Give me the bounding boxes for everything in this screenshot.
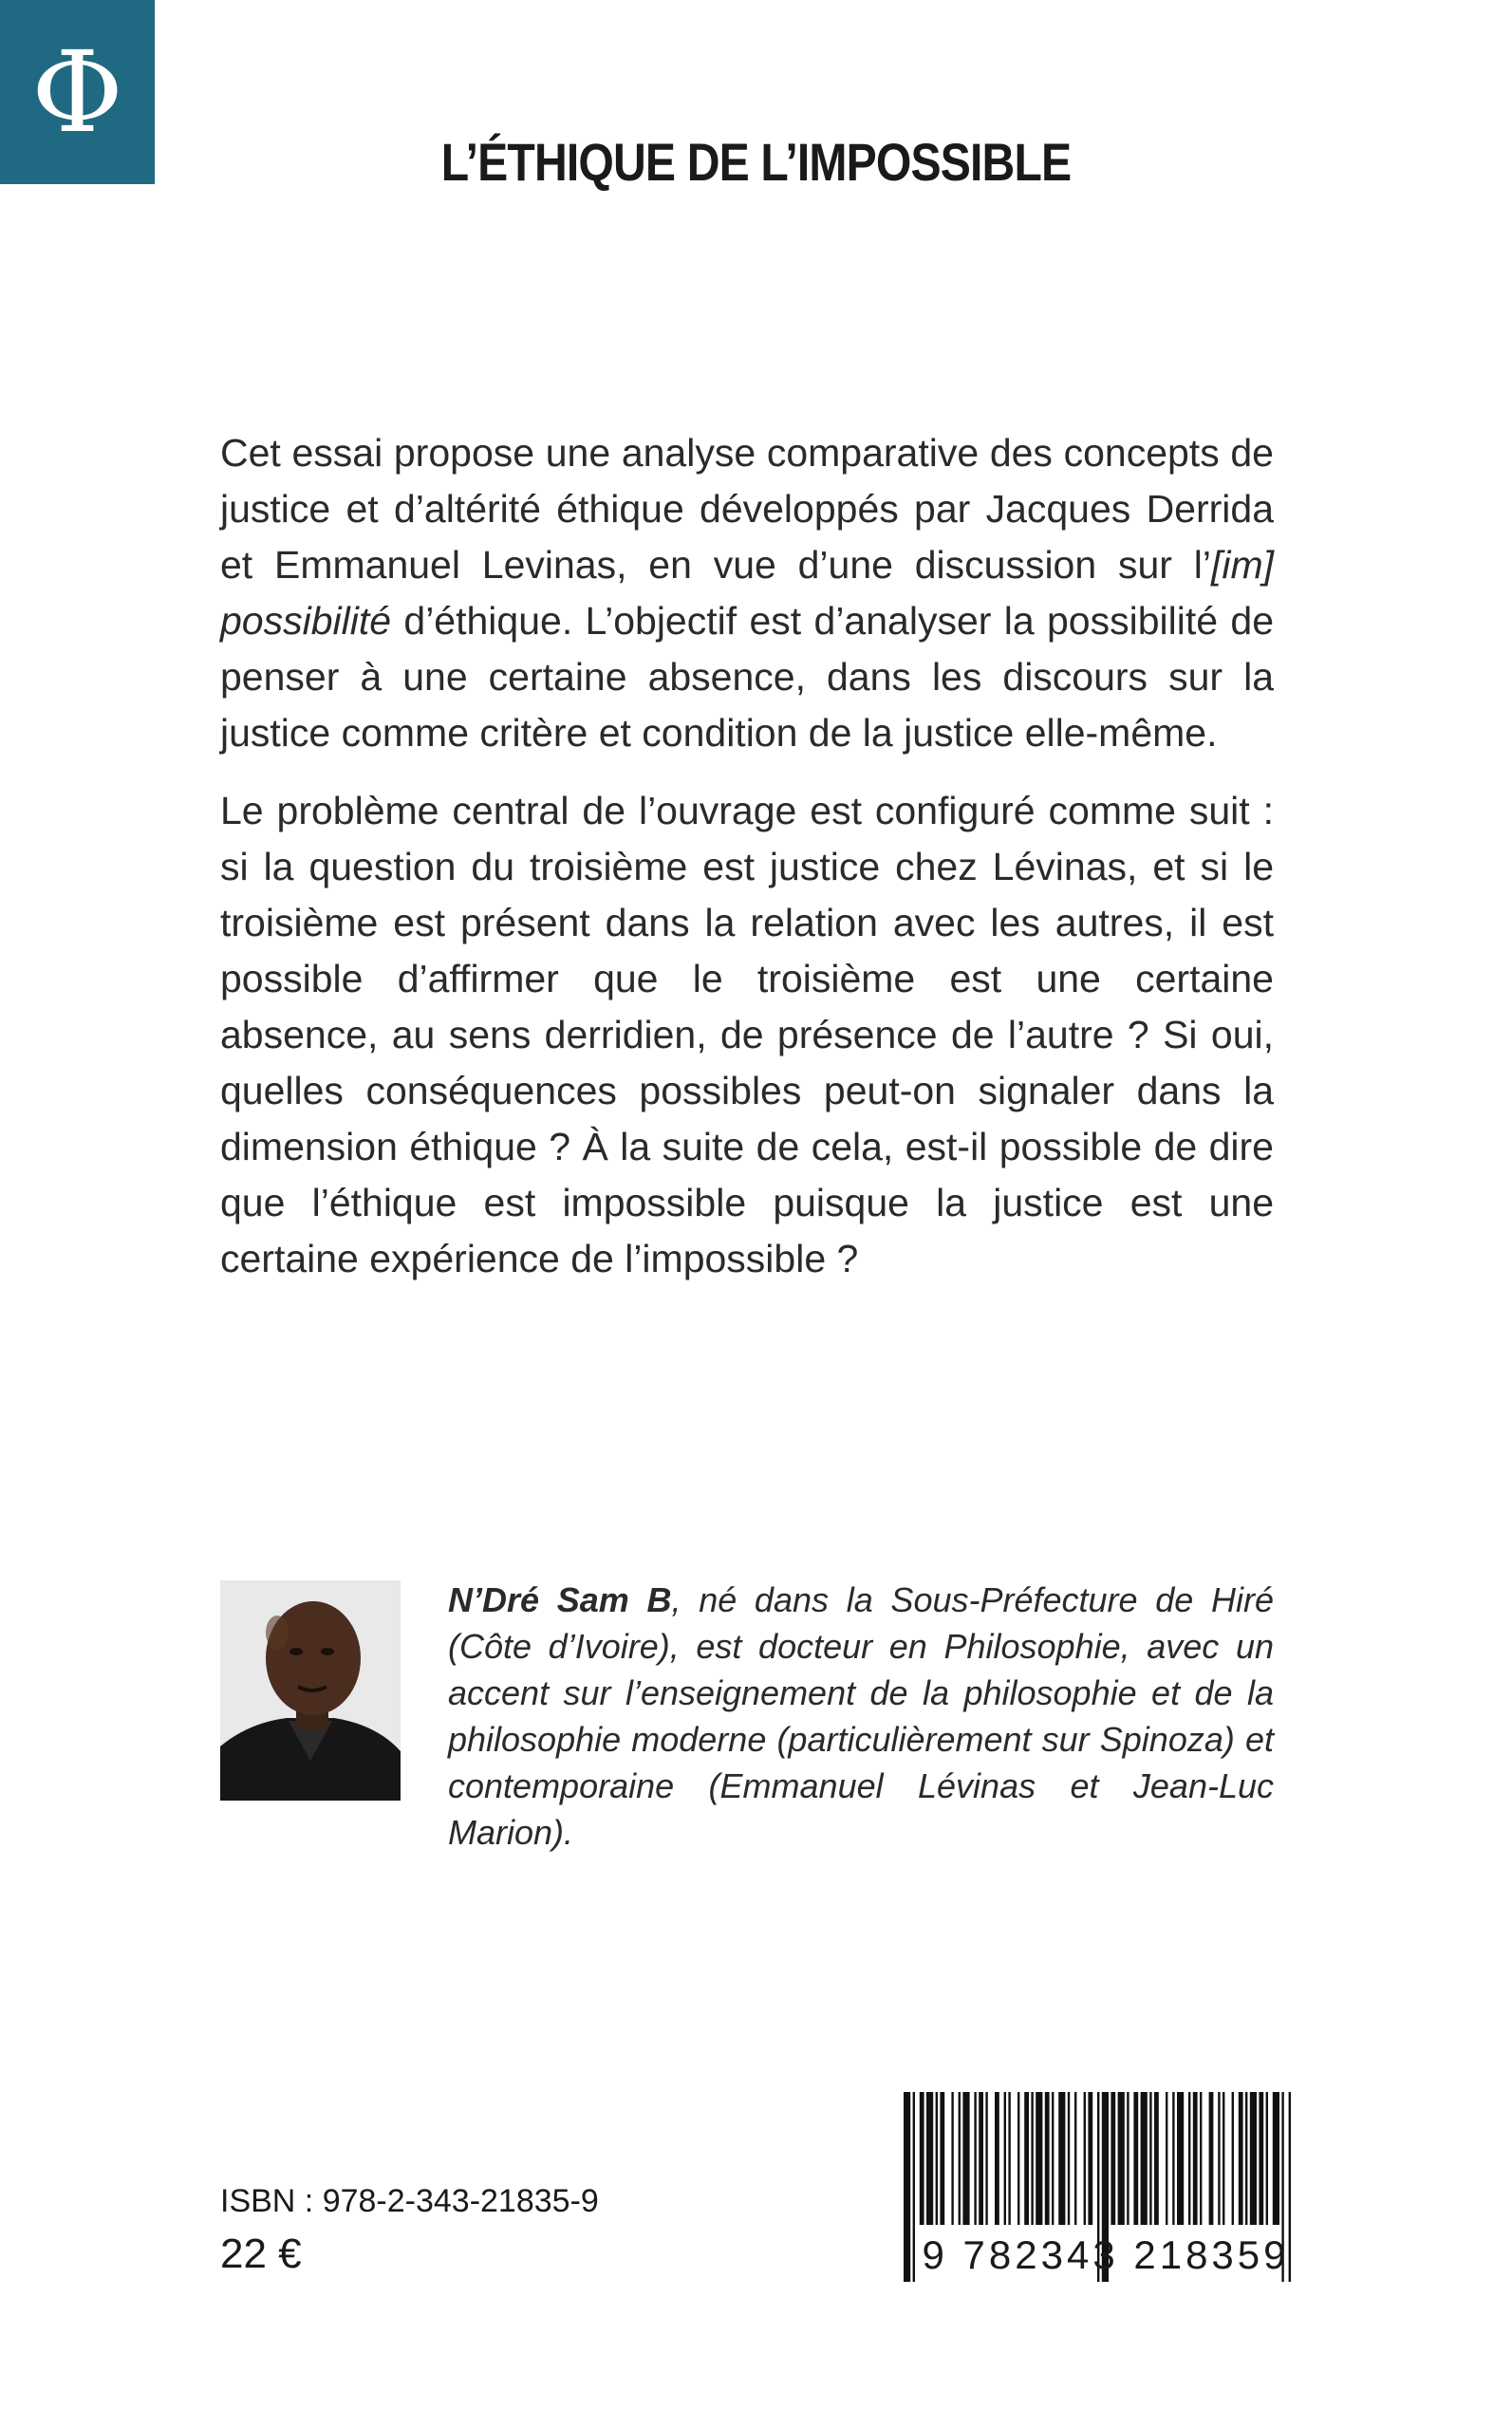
isbn: ISBN : 978-2-343-21835-9: [220, 2183, 599, 2219]
barcode-number: 9 782343 218359: [922, 2232, 1290, 2277]
author-bio-text: , né dans la Sous-Préfecture de Hiré (Côte d’Ivoire), est docteur en Philosophie, avec un accent sur l’enseignement de la philosophie et de la philosophie moderne (particulièrement sur Spinoza) et contemporaine (Emmanuel Lévinas et Jean-Luc Marion).: [448, 1580, 1275, 1852]
author-name: N’Dré Sam B: [448, 1580, 672, 1619]
book-title: L’ÉTHIQUE DE L’IMPOSSIBLE: [440, 132, 1072, 192]
summary-paragraph-1-start: Cet essai propose une analyse comparative des concepts de justice et d’altérité éthique développés par Jacques Derrida et Emmanuel Levinas, en vue d’une discussion sur l’: [220, 431, 1274, 587]
summary-paragraph-1-emphasis: [im] possibilité: [220, 543, 1274, 643]
summary-paragraph-2: Le problème central de l’ouvrage est configuré comme suit : si la question du troisième est justice chez Lévinas, et si le troisième est présent dans la relation avec les autres, il est possible d’affirmer que le troisième est une certaine absence, au sens derridien, de présence de l’autre ? Si oui, quelles conséquences possibles peut-on signaler dans la dimension éthique ? À la suite de cela, est-il possible de dire que l’éthique est impossible puisque la justice est une certaine expérience de l’impossible ?: [220, 789, 1274, 1280]
price: 22 €: [220, 2231, 302, 2277]
author-bio: [448, 1577, 1274, 1856]
phi-logo-icon: Φ: [31, 27, 123, 158]
author-photo: [220, 1580, 401, 1801]
back-cover-summary: [220, 425, 1274, 1309]
summary-paragraph-1: [220, 425, 1274, 761]
summary-paragraph-1-end: d’éthique. L’objectif est d’analyser la possibilité de penser à une certaine absence, dans les discours sur la justice comme critère et condition de la justice elle-même.: [220, 599, 1274, 755]
author-portrait-icon: [220, 1580, 401, 1801]
